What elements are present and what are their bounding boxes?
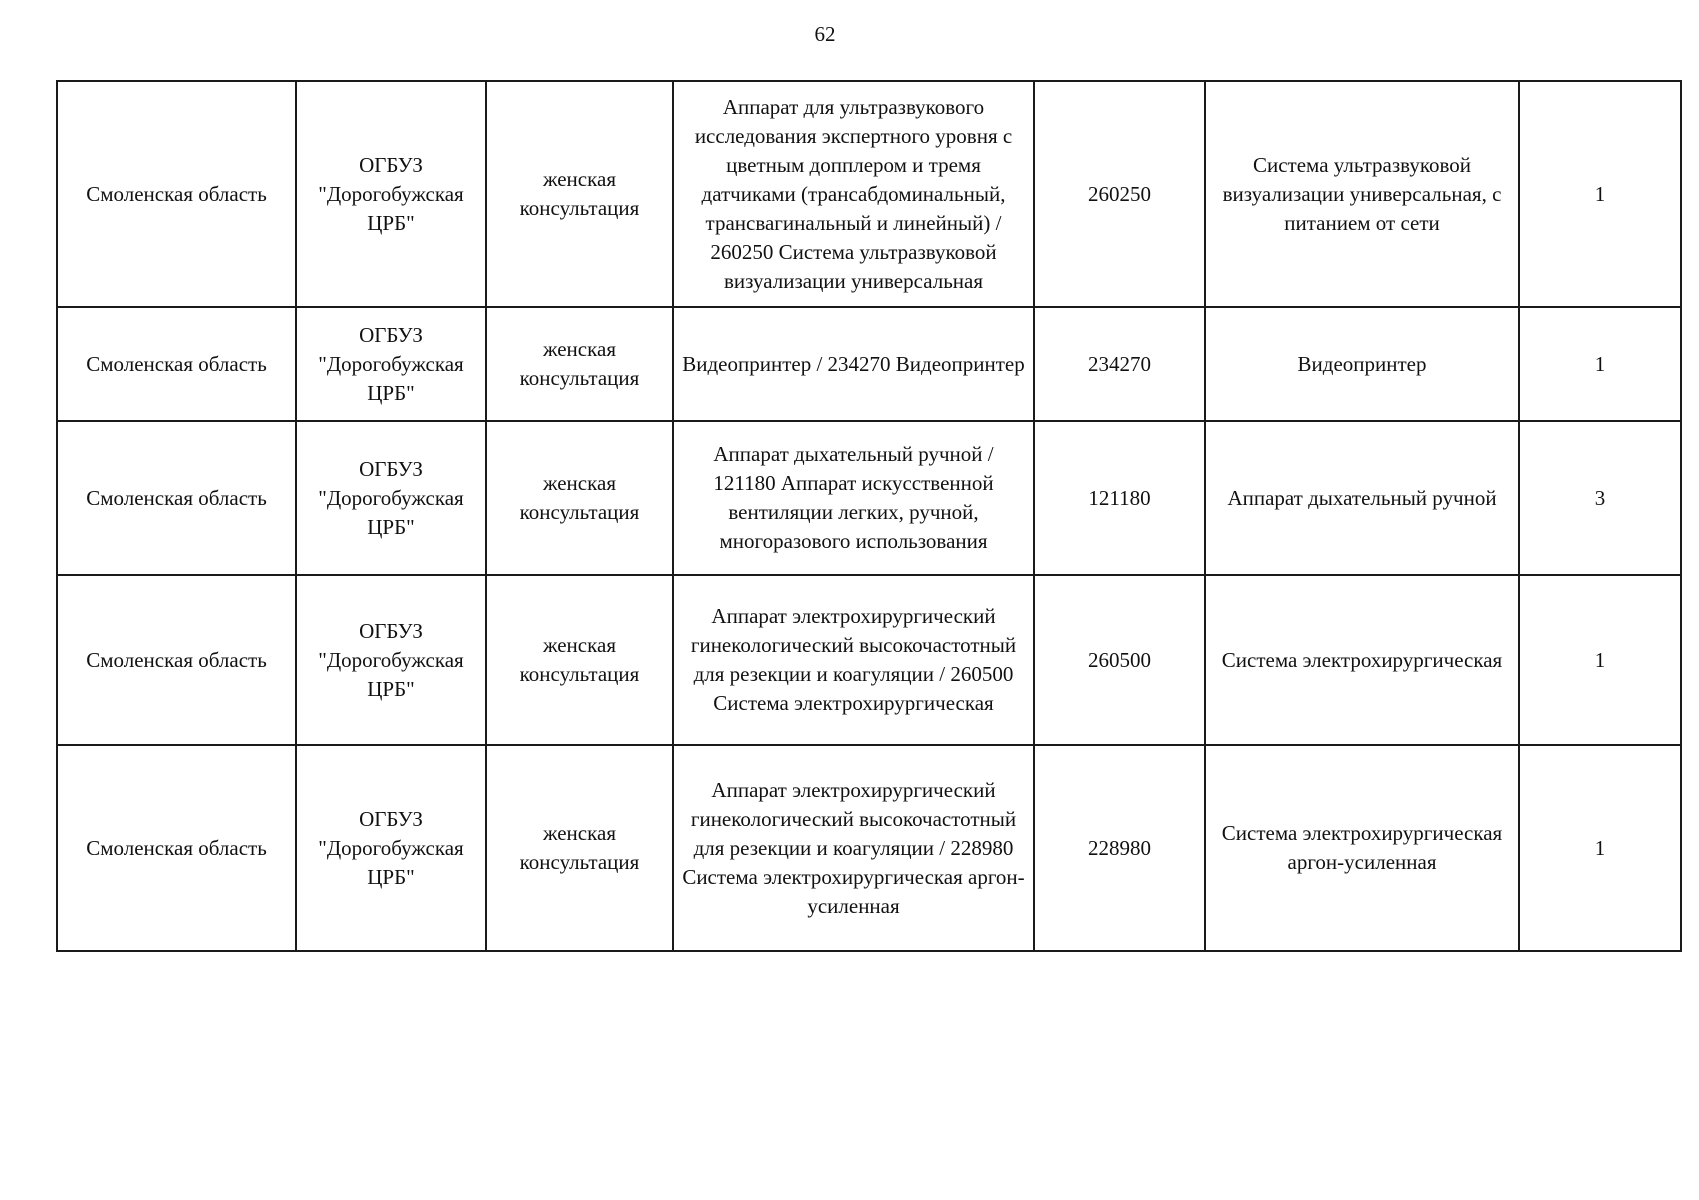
equipment-table xyxy=(56,80,1682,952)
organization-cell: ОГБУЗ "Дорогобужская ЦРБ" xyxy=(296,421,486,575)
quantity-cell: 1 xyxy=(1519,307,1681,421)
region-cell: Смоленская область xyxy=(57,575,296,745)
code-name-cell: Аппарат дыхательный ручной xyxy=(1205,421,1519,575)
table-row xyxy=(57,745,1681,951)
region-cell: Смоленская область xyxy=(57,307,296,421)
code-name-cell: Система электрохирургическая xyxy=(1205,575,1519,745)
table-row xyxy=(57,421,1681,575)
equipment-cell: Аппарат электрохирургический гинекологический высокочастотный для резекции и коагуляции / 228980 Система электрохирургическая аргон-усиленная xyxy=(673,745,1034,951)
organization-cell: ОГБУЗ "Дорогобужская ЦРБ" xyxy=(296,81,486,307)
department-cell: женская консультация xyxy=(486,81,673,307)
code-cell: 260500 xyxy=(1034,575,1205,745)
department-cell: женская консультация xyxy=(486,745,673,951)
equipment-cell: Аппарат для ультразвукового исследования экспертного уровня с цветным допплером и тремя датчиками (трансабдоминальный, трансвагинальный и линейный) / 260250 Система ультразвуковой визуализации универсальная xyxy=(673,81,1034,307)
quantity-cell: 1 xyxy=(1519,81,1681,307)
department-cell: женская консультация xyxy=(486,307,673,421)
code-cell: 234270 xyxy=(1034,307,1205,421)
code-cell: 121180 xyxy=(1034,421,1205,575)
department-cell: женская консультация xyxy=(486,575,673,745)
code-name-cell: Система электрохирургическая аргон-усиленная xyxy=(1205,745,1519,951)
region-cell: Смоленская область xyxy=(57,421,296,575)
department-cell: женская консультация xyxy=(486,421,673,575)
table-row xyxy=(57,81,1681,307)
quantity-cell: 1 xyxy=(1519,575,1681,745)
region-cell: Смоленская область xyxy=(57,745,296,951)
region-cell: Смоленская область xyxy=(57,81,296,307)
table-row xyxy=(57,575,1681,745)
equipment-cell: Аппарат электрохирургический гинекологический высокочастотный для резекции и коагуляции / 260500 Система электрохирургическая xyxy=(673,575,1034,745)
code-cell: 260250 xyxy=(1034,81,1205,307)
table-row xyxy=(57,307,1681,421)
page-number: 62 xyxy=(814,22,836,46)
quantity-cell: 1 xyxy=(1519,745,1681,951)
code-name-cell: Видеопринтер xyxy=(1205,307,1519,421)
organization-cell: ОГБУЗ "Дорогобужская ЦРБ" xyxy=(296,307,486,421)
quantity-cell: 3 xyxy=(1519,421,1681,575)
equipment-cell: Аппарат дыхательный ручной / 121180 Аппарат искусственной вентиляции легких, ручной, многоразового использования xyxy=(673,421,1034,575)
organization-cell: ОГБУЗ "Дорогобужская ЦРБ" xyxy=(296,575,486,745)
code-name-cell: Система ультразвуковой визуализации универсальная, с питанием от сети xyxy=(1205,81,1519,307)
equipment-cell: Видеопринтер / 234270 Видеопринтер xyxy=(673,307,1034,421)
code-cell: 228980 xyxy=(1034,745,1205,951)
organization-cell: ОГБУЗ "Дорогобужская ЦРБ" xyxy=(296,745,486,951)
